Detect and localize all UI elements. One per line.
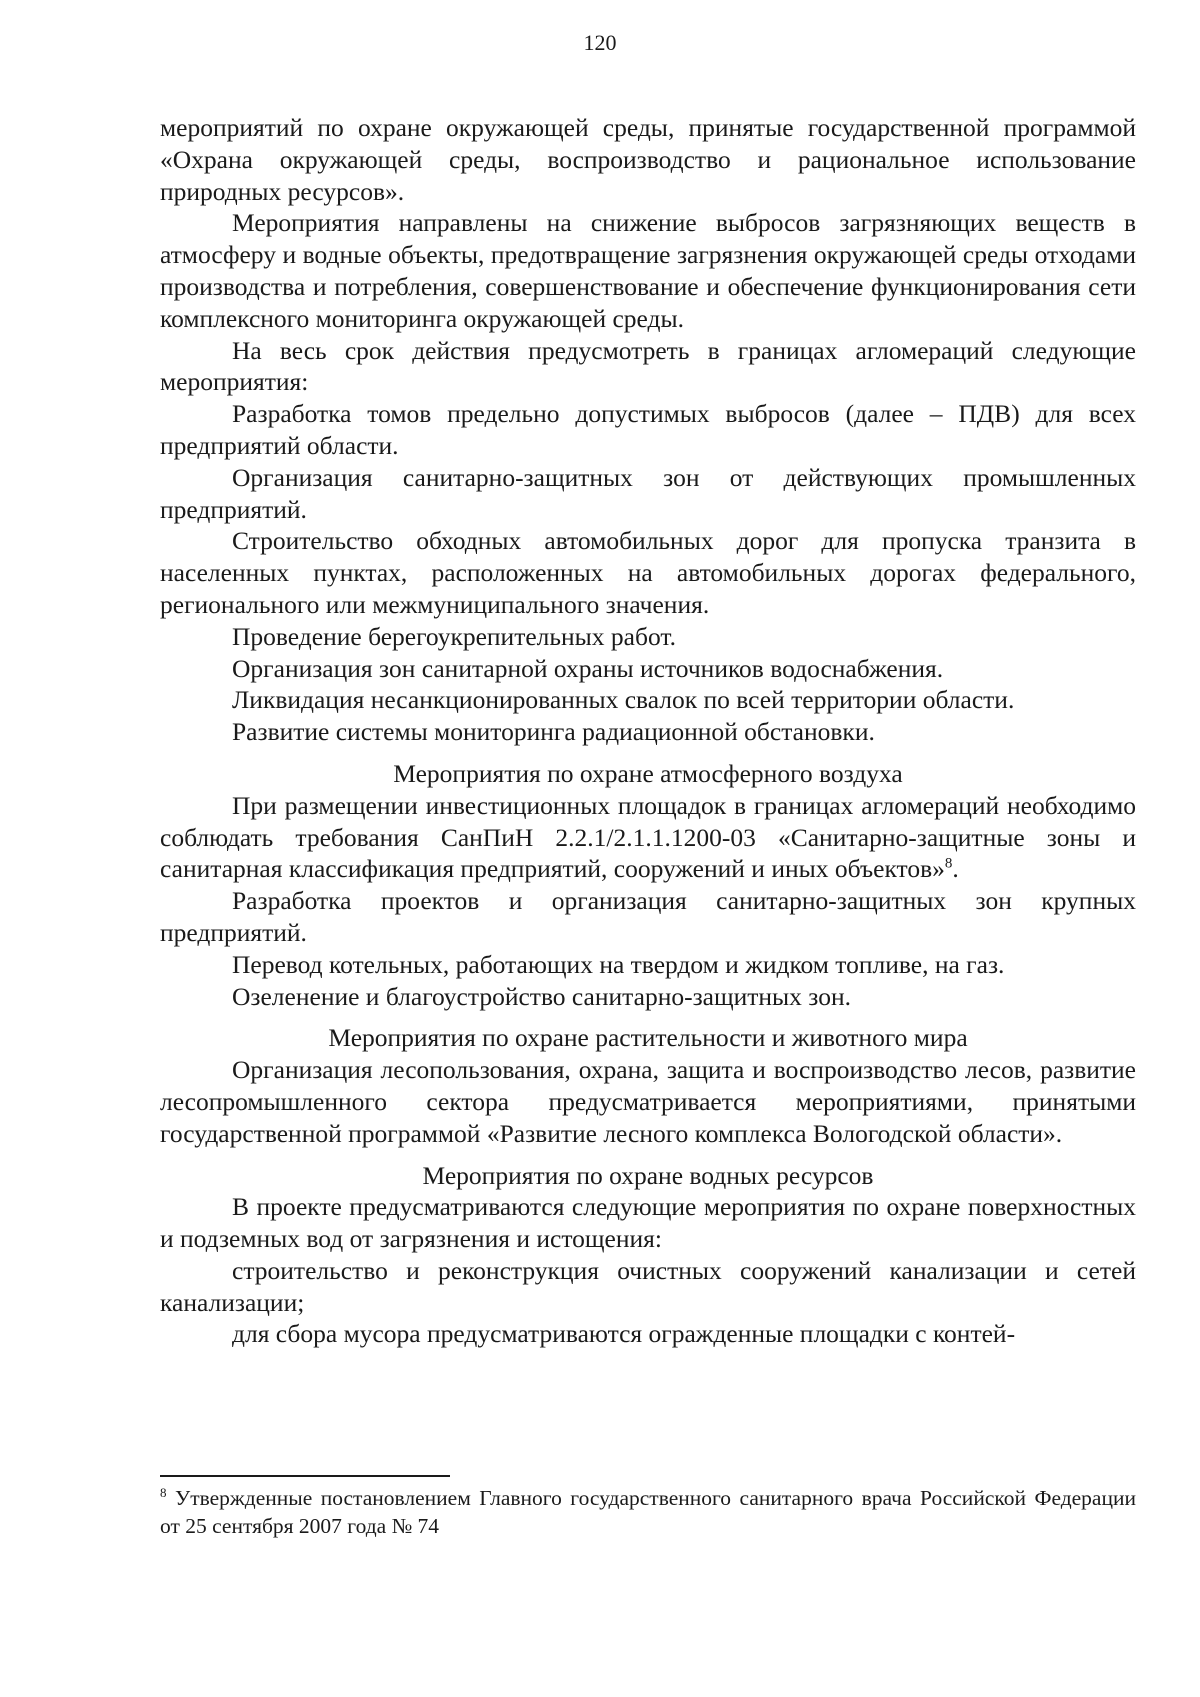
paragraph: Организация зон санитарной охраны источников водоснабжения. [232,653,944,683]
paragraph: В проекте предусматриваются следующие мероприятия по охране поверхностных и подземных вод от загрязнения и истощения: [160,1192,1136,1254]
paragraph: Разработка томов предельно допустимых выбросов (далее – ПДВ) для всех предприятий области. [160,399,1136,460]
paragraph: На весь срок действия предусмотреть в границах агломераций следующие мероприятия: [160,335,1136,397]
section-heading-air: Мероприятия по охране атмосферного воздуха [393,758,903,788]
paragraph: строительство и реконструкция очистных сооружений канализации и сетей канализации; [160,1255,1136,1317]
paragraph: Организация лесопользования, охрана, защита и воспроизводство лесов, развитие лесопромышленного сектора предусматривается мероприятиями, принятыми государственной программой «Развитие лесного комплекса Вологодской области». [160,1055,1136,1148]
paragraph: Развитие системы мониторинга радиационной обстановки. [232,717,875,747]
paragraph-with-footnote-ref [160,790,1136,885]
footnote-marker: 8 [160,1484,167,1500]
footnote [160,1484,1136,1540]
paragraph: Перевод котельных, работающих на твердом и жидком топливе, на газ. [232,949,1005,979]
document-body [160,112,1136,1350]
footnote-divider [160,1475,450,1477]
paragraph: Разработка проектов и организация санитарно-защитных зон крупных предприятий. [160,886,1136,947]
paragraph-end-punctuation: . [952,854,959,884]
paragraph: Озеленение и благоустройство санитарно-защитных зон. [232,981,851,1011]
paragraph: Организация санитарно-защитных зон от действующих промышленных предприятий. [160,462,1136,524]
section-heading-water: Мероприятия по охране водных ресурсов [422,1160,874,1190]
footnote-text: Утвержденные постановлением Главного государственного санитарного врача Российской Федерации от 25 сентября 2007 года № 74 [160,1486,1136,1538]
page-number: 120 [583,30,617,55]
paragraph: мероприятий по охране окружающей среды, принятые государственной программой «Охрана окружающей среды, воспроизводство и рациональное использование природных ресурсов». [160,113,1136,206]
paragraph-text: При размещении инвестиционных площадок в границах агломераций необходимо соблюдать требования СанПиН 2.2.1/2.1.1.1200-03 «Санитарно-защитные зоны и санитарная классификация предприятий, сооружений и иных объектов» [160,790,1136,884]
footnote-reference[interactable]: 8 [944,855,953,872]
paragraph: Строительство обходных автомобильных дорог для пропуска транзита в населенных пунктах, расположенных на автомобильных дорогах федерального, регионального или межмуниципального значения. [160,526,1136,619]
paragraph: Проведение берегоукрепительных работ. [232,621,676,651]
paragraph: Ликвидация несанкционированных свалок по всей территории области. [232,685,1015,715]
section-heading-flora-fauna: Мероприятия по охране растительности и животного мира [328,1023,968,1053]
paragraph: Мероприятия направлены на снижение выбросов загрязняющих веществ в атмосферу и водные объекты, предотвращение загрязнения окружающей среды отходами производства и потребления, совершенствование и обеспечение функционирования сети комплексного мониторинга окружающей среды. [160,208,1136,333]
paragraph: для сбора мусора предусматриваются огражденные площадки с контей- [232,1319,1016,1349]
